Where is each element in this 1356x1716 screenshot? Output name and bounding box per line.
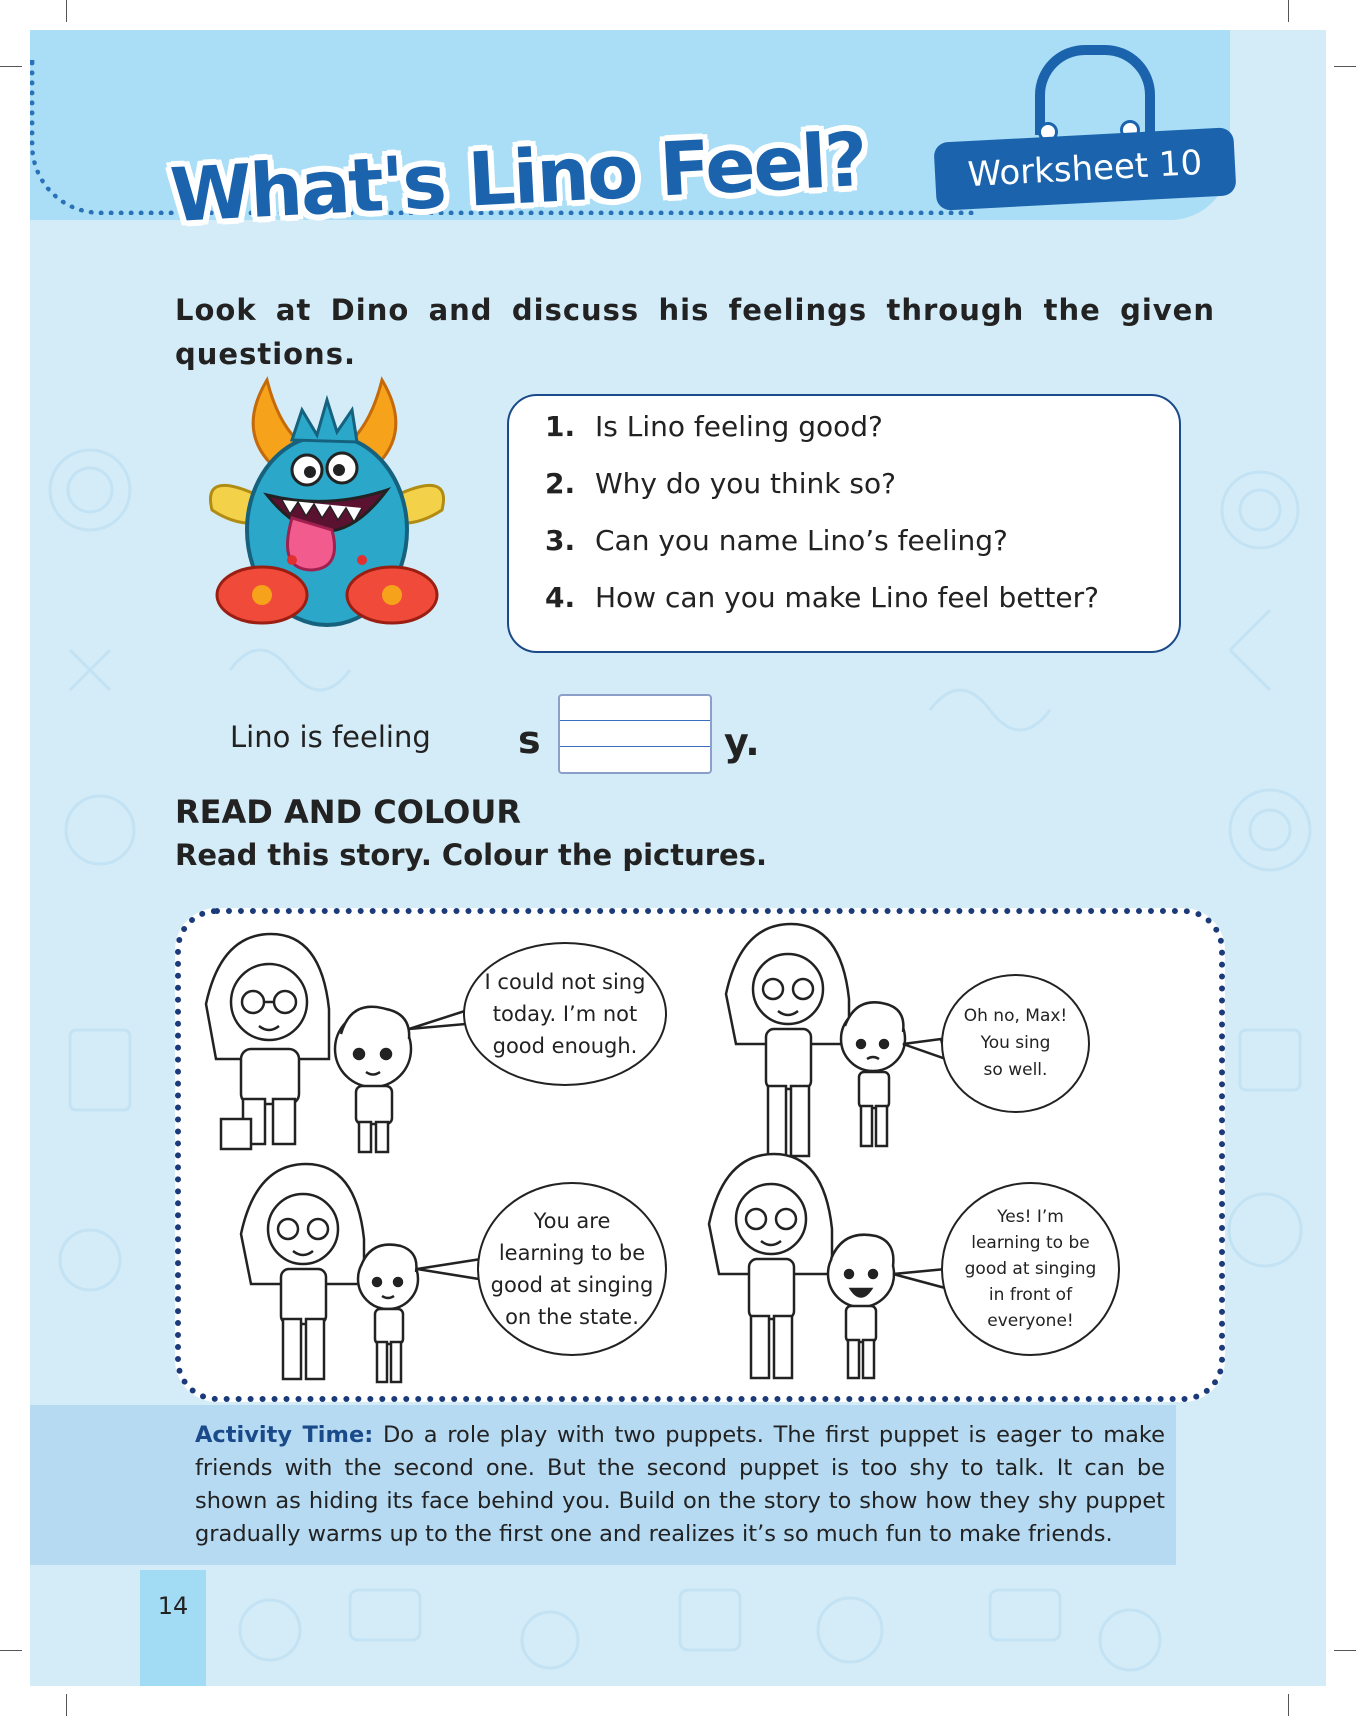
page-number: 14	[157, 1592, 189, 1620]
question-text: How can you make Lino feel better?	[595, 581, 1100, 614]
writing-line	[560, 746, 710, 747]
lino-monster-illustration	[182, 370, 472, 630]
crop-mark	[1334, 66, 1356, 67]
crop-mark	[1288, 1694, 1289, 1716]
page-number-tab	[140, 1570, 206, 1686]
activity-paragraph	[195, 1419, 1165, 1551]
teacher-figure	[726, 924, 849, 1156]
question-item	[545, 524, 1008, 557]
question-text: Is Lino feeling good?	[595, 410, 883, 443]
boy-figure	[358, 1245, 418, 1382]
crop-mark	[1334, 1650, 1356, 1651]
crop-mark	[0, 1650, 22, 1651]
activity-box	[30, 1405, 1176, 1565]
crop-mark	[1288, 0, 1289, 22]
teacher-figure	[206, 934, 329, 1149]
feeling-label: Lino is feeling	[230, 720, 431, 754]
speech-bubble	[477, 1182, 667, 1356]
question-item	[545, 467, 896, 500]
speech-bubble-text: I could not sing today. I’m not good enough.	[484, 970, 646, 1058]
speech-bubble	[941, 974, 1090, 1113]
question-number: 2.	[545, 467, 576, 500]
section-heading: READ AND COLOUR	[175, 793, 521, 831]
teacher-figure	[709, 1154, 832, 1378]
boy-figure	[828, 1235, 894, 1378]
question-number: 3.	[545, 524, 576, 557]
story-comic-box	[175, 908, 1225, 1402]
speech-bubble	[941, 1182, 1120, 1356]
worksheet-tag: Worksheet 10	[933, 127, 1236, 211]
question-text: Can you name Lino’s feeling?	[595, 524, 1008, 557]
feeling-end-letter: y.	[724, 720, 760, 764]
tag-hook-icon	[1035, 45, 1155, 135]
question-number: 4.	[545, 581, 576, 614]
section-subheading: Read this story. Colour the pictures.	[175, 838, 767, 872]
writing-line	[560, 720, 710, 721]
crop-mark	[66, 1694, 67, 1716]
boy-figure	[841, 1002, 905, 1146]
boy-figure	[335, 1007, 411, 1152]
speech-bubble-text: Oh no, Max! You sing so well.	[963, 1006, 1068, 1080]
activity-label: Activity Time:	[195, 1422, 374, 1448]
crop-mark	[0, 66, 22, 67]
question-text: Why do you think so?	[595, 467, 896, 500]
feeling-answer-box[interactable]	[558, 694, 712, 774]
instruction-text: Look at Dino and discuss his feelings through the given questions.	[175, 293, 1215, 371]
feeling-start-letter: s	[518, 718, 541, 762]
teacher-figure	[241, 1164, 364, 1379]
speech-bubble	[463, 942, 667, 1086]
question-item	[545, 410, 883, 443]
speech-bubble-text: You are learning to be good at singing on the state.	[490, 1209, 654, 1329]
question-item	[545, 581, 1099, 614]
question-number: 1.	[545, 410, 576, 443]
worksheet-page	[30, 30, 1326, 1686]
crop-mark	[66, 0, 67, 22]
activity-text: Do a role play with two puppets. The first puppet is eager to make friends with the second one. But the second puppet is too shy to talk. It can be shown as hiding its face behind you. Build on the story to show how they shy puppet gradually warms up to the first one and realizes it’s so much fun to make friends.	[195, 1422, 1165, 1547]
questions-box	[507, 394, 1181, 653]
page-title: What's Lino Feel?	[168, 116, 868, 240]
speech-bubble-text: Yes! I’m learning to be good at singing in front of everyone!	[964, 1207, 1097, 1331]
